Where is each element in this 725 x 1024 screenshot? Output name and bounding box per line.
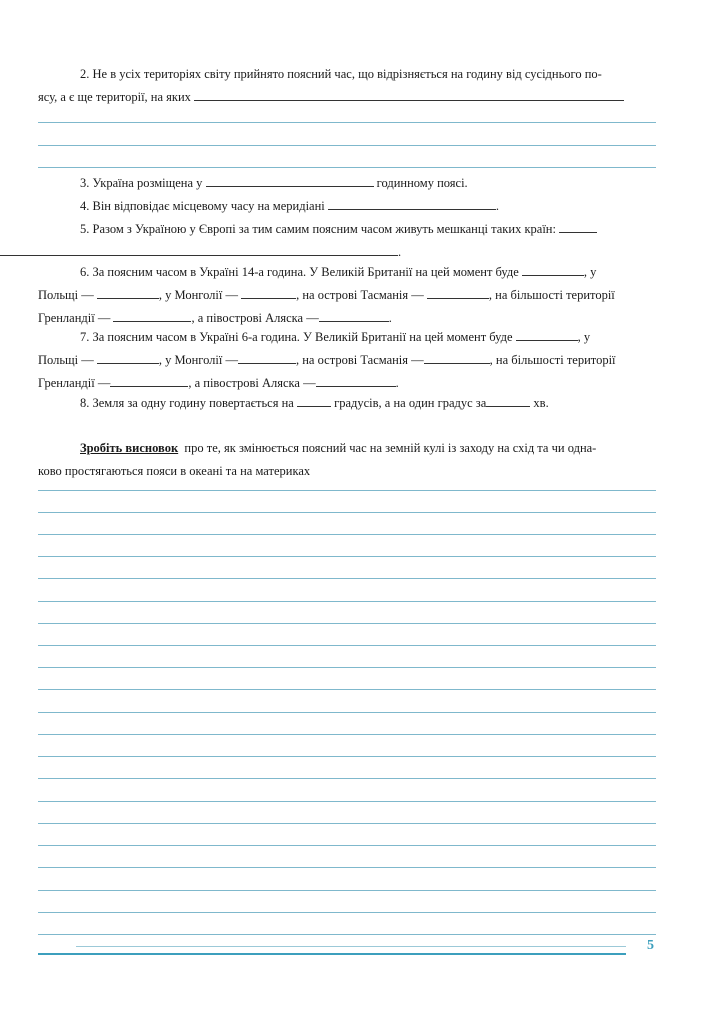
- question-7-greenland: Гренландії —: [38, 376, 111, 390]
- writing-line[interactable]: [38, 712, 656, 713]
- answer-blank-q7-uk[interactable]: [516, 328, 578, 341]
- question-7-poland: Польщі —: [38, 353, 94, 367]
- answer-blank-q6-mongolia[interactable]: [241, 286, 296, 299]
- footer-divider-thick: [38, 953, 626, 955]
- conclusion-task: [38, 437, 655, 483]
- writing-line[interactable]: [38, 778, 656, 779]
- conclusion-label: Зробіть висновок: [80, 441, 179, 455]
- question-5: 5. Разом з Україною у Європі за тим самим поясним часом живуть мешканці таких країн: .: [38, 218, 655, 264]
- question-7-alaska: , а півострові Аляска —: [188, 376, 316, 390]
- answer-blank-q6-poland[interactable]: [97, 286, 159, 299]
- writing-line[interactable]: [38, 512, 656, 513]
- question-6-poland: Польщі —: [38, 288, 94, 302]
- writing-line[interactable]: [38, 867, 656, 868]
- writing-line[interactable]: [38, 578, 656, 579]
- question-7-mongolia: , у Монголії —: [158, 353, 238, 367]
- writing-line[interactable]: [38, 734, 656, 735]
- writing-line[interactable]: [38, 689, 656, 690]
- writing-line[interactable]: [38, 167, 656, 168]
- question-7-tasmania: , на острові Тасманія —: [295, 353, 424, 367]
- question-6-greenland: Гренландії —: [38, 311, 111, 325]
- question-7: 7. За поясним часом в Україні 6-а година. У Великій Британії на цей момент буде , у Польщі — , у Монголії — , на острові Тасманія — , на більшості території Гренландії — , а півострові Аляска — .: [38, 330, 616, 390]
- answer-blank-q7-poland[interactable]: [97, 351, 159, 364]
- answer-blank-q6-uk[interactable]: [522, 263, 584, 276]
- question-3: [38, 172, 655, 195]
- footer-divider-thin: [76, 946, 626, 947]
- writing-line[interactable]: [38, 122, 656, 123]
- answer-blank-q7-greenland[interactable]: [110, 374, 188, 387]
- writing-line[interactable]: [38, 645, 656, 646]
- writing-line[interactable]: [38, 667, 656, 668]
- answer-blank-q4[interactable]: [328, 197, 496, 210]
- conclusion-text-2: ково простягаються пояси в океані та на материках: [38, 464, 311, 478]
- answer-blank-q8-degrees[interactable]: [297, 394, 331, 407]
- writing-line[interactable]: [38, 823, 656, 824]
- answer-blank-q2[interactable]: [194, 88, 624, 101]
- conclusion-text: про те, як змінюється поясний час на земній кулі із заходу на схід та чи одна-: [184, 441, 597, 455]
- question-8: [38, 392, 655, 415]
- writing-line[interactable]: [38, 801, 656, 802]
- answer-blank-q3[interactable]: [206, 174, 374, 187]
- question-7-greenland-pre: , на більшості території: [489, 353, 616, 367]
- writing-line[interactable]: [38, 145, 656, 146]
- question-8-part-3: хв.: [533, 396, 549, 410]
- question-8-part-1: 8. Земля за одну годину повертається на: [80, 396, 294, 410]
- writing-line[interactable]: [38, 556, 656, 557]
- answer-blank-q7-mongolia[interactable]: [238, 351, 296, 364]
- answer-blank-q6-alaska[interactable]: [319, 309, 389, 322]
- answer-blank-q6-greenland[interactable]: [113, 309, 191, 322]
- answer-blank-q7-alaska[interactable]: [316, 374, 396, 387]
- question-8-part-2: градусів, а на один градус за: [334, 396, 487, 410]
- question-7-intro: 7. За поясним часом в Україні 6-а година. У Великій Британії на цей момент буде: [80, 330, 513, 344]
- question-4: 4. Він відповідає місцевому часу на меридіані .: [80, 199, 500, 213]
- writing-line[interactable]: [38, 756, 656, 757]
- writing-line[interactable]: [38, 934, 656, 935]
- writing-line[interactable]: [38, 534, 656, 535]
- question-2-line-1: 2. Не в усіх територіях світу прийнято поясний час, що відрізняється на годину від сусіднього по-: [80, 67, 602, 81]
- question-2-line-2: ясу, а є ще території, на яких: [38, 90, 191, 104]
- writing-line[interactable]: [38, 845, 656, 846]
- question-6-alaska: , а півострові Аляска —: [191, 311, 319, 325]
- writing-line[interactable]: [38, 623, 656, 624]
- question-5-text: 5. Разом з Україною у Європі за тим самим поясним часом живуть мешканці таких країн:: [80, 222, 556, 236]
- question-3-text-after: годинному поясі.: [376, 176, 468, 190]
- question-6: 6. За поясним часом в Україні 14-а година. У Великій Британії на цей момент буде , у Польщі — , у Монголії — , на острові Тасманія — , на більшості території Гренландії — , а півострові Аляска — .: [38, 265, 615, 325]
- answer-blank-q5a[interactable]: [559, 220, 597, 233]
- answer-blank-q8-minutes[interactable]: [486, 394, 530, 407]
- question-4-text: 4. Він відповідає місцевому часу на меридіані: [80, 199, 325, 213]
- writing-line[interactable]: [38, 601, 656, 602]
- writing-line[interactable]: [38, 490, 656, 491]
- question-6-tasmania: , на острові Тасманія —: [296, 288, 424, 302]
- answer-blank-q6-tasmania[interactable]: [427, 286, 489, 299]
- question-6-intro: 6. За поясним часом в Україні 14-а година. У Великій Британії на цей момент буде: [80, 265, 519, 279]
- answer-blank-q5b[interactable]: [0, 243, 398, 256]
- writing-line[interactable]: [38, 890, 656, 891]
- answer-blank-q7-tasmania[interactable]: [424, 351, 490, 364]
- page-number: 5: [647, 938, 654, 953]
- question-6-mongolia: , у Монголії —: [158, 288, 238, 302]
- question-6-greenland-pre: , на більшості території: [488, 288, 615, 302]
- question-2: [38, 63, 655, 109]
- question-3-text: 3. Україна розміщена у: [80, 176, 203, 190]
- writing-line[interactable]: [38, 912, 656, 913]
